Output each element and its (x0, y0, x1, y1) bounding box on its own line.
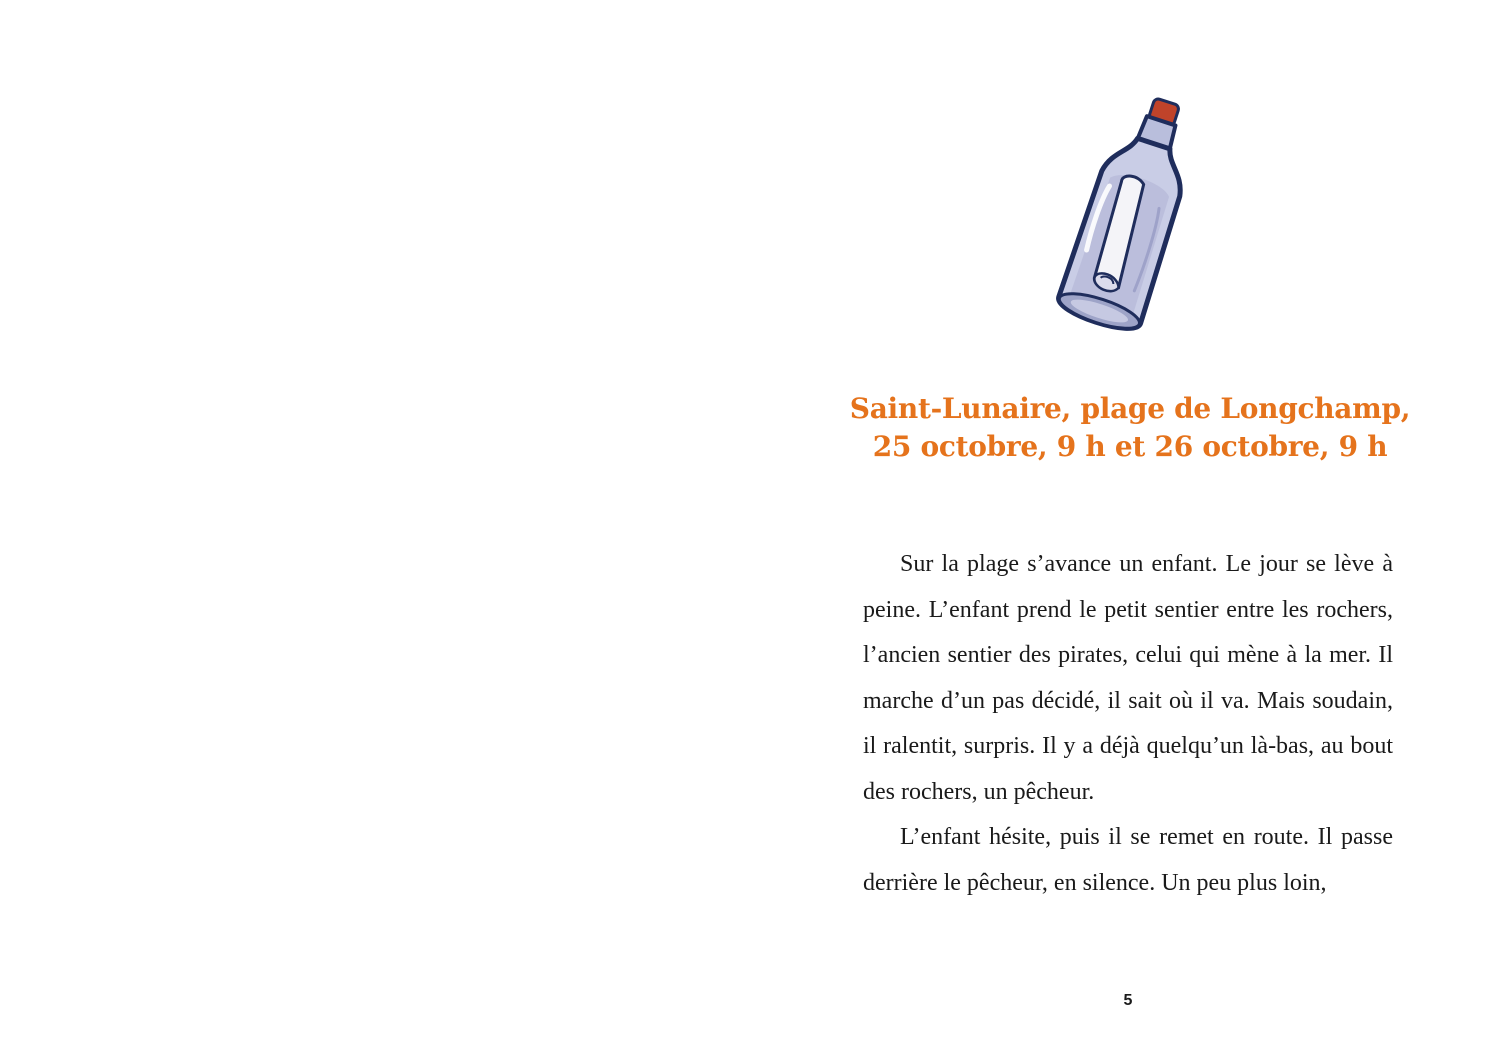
paragraph-2: L’enfant hésite, puis il se remet en route. Il passe derrière le pêcheur, en silence. Un peu plus loin, (863, 824, 1393, 896)
chapter-heading (830, 390, 1430, 466)
message-in-bottle-icon (1050, 90, 1210, 350)
page-number: 5 (1123, 992, 1133, 1009)
paragraph-1: Sur la plage s’avance un enfant. Le jour se lève à peine. L’enfant prend le petit sentier entre les rochers, l’ancien sentier des pirates, celui qui mène à la mer. Il marche d’un pas décidé, il sait où il va. Mais soudain, il ralentit, surpris. Il y a déjà quelqu’un là-bas, au bout des rochers, un pêcheur. (863, 551, 1393, 805)
body-text (863, 542, 1393, 906)
chapter-heading-line-2: 25 octobre, 9 h et 26 octobre, 9 h (872, 430, 1388, 463)
chapter-heading-line-1: Saint-Lunaire, plage de Longchamp, (849, 392, 1411, 425)
